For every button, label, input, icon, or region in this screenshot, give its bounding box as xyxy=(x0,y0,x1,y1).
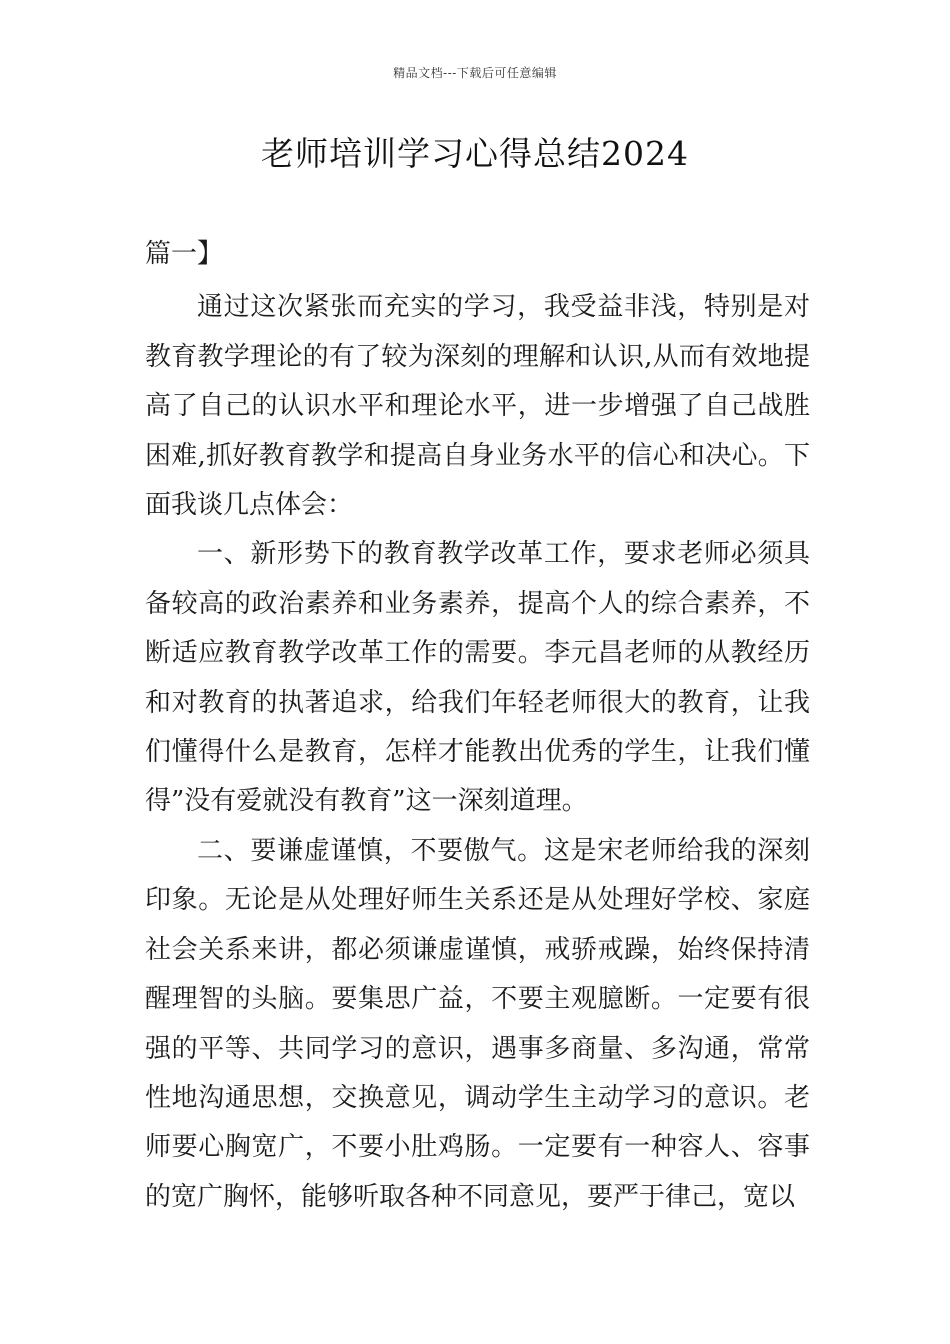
document-title: 老师培训学习心得总结2024 xyxy=(261,134,689,173)
paragraph-intro: 通过这次紧张而充实的学习，我受益非浅，特别是对教育教学理论的有了较为深刻的理解和认识,从而有效地提高了自己的认识水平和理论水平，进一步增强了自己战胜困难,抓好教育教学和提高自身业务水平的信心和决心。下面我谈几点体会： xyxy=(145,292,810,521)
header-note: 精品文档---下载后可任意编辑 xyxy=(393,66,557,80)
paragraph-point-two: 二、要谦虚谨慎，不要傲气。这是宋老师给我的深刻印象。无论是从处理好师生关系还是从处理好学校、家庭社会关系来讲，都必须谦虚谨慎，戒骄戒躁，始终保持清醒理智的头脑。要集思广益，不要主观臆断。一定要有很强的平等、共同学习的意识，遇事多商量、多沟通，常常性地沟通思想，交换意见，调动学生主动学习的意识。老师要心胸宽广，不要小肚鸡肠。一定要有一种容人、容事的宽广胸怀，能够听取各种不同意见，要严于律己，宽以 xyxy=(145,835,810,1212)
section-label: 篇一】 xyxy=(145,239,224,269)
document-body xyxy=(145,230,810,1222)
paragraph-point-one: 一、新形势下的教育教学改革工作，要求老师必须具备较高的政治素养和业务素养，提高个人的综合素养，不断适应教育教学改革工作的需要。李元昌老师的从教经历和对教育的执著追求，给我们年轻老师很大的教育，让我们懂得什么是教育，怎样才能教出优秀的学生，让我们懂得”没有爱就没有教育”这一深刻道理。 xyxy=(145,539,810,817)
